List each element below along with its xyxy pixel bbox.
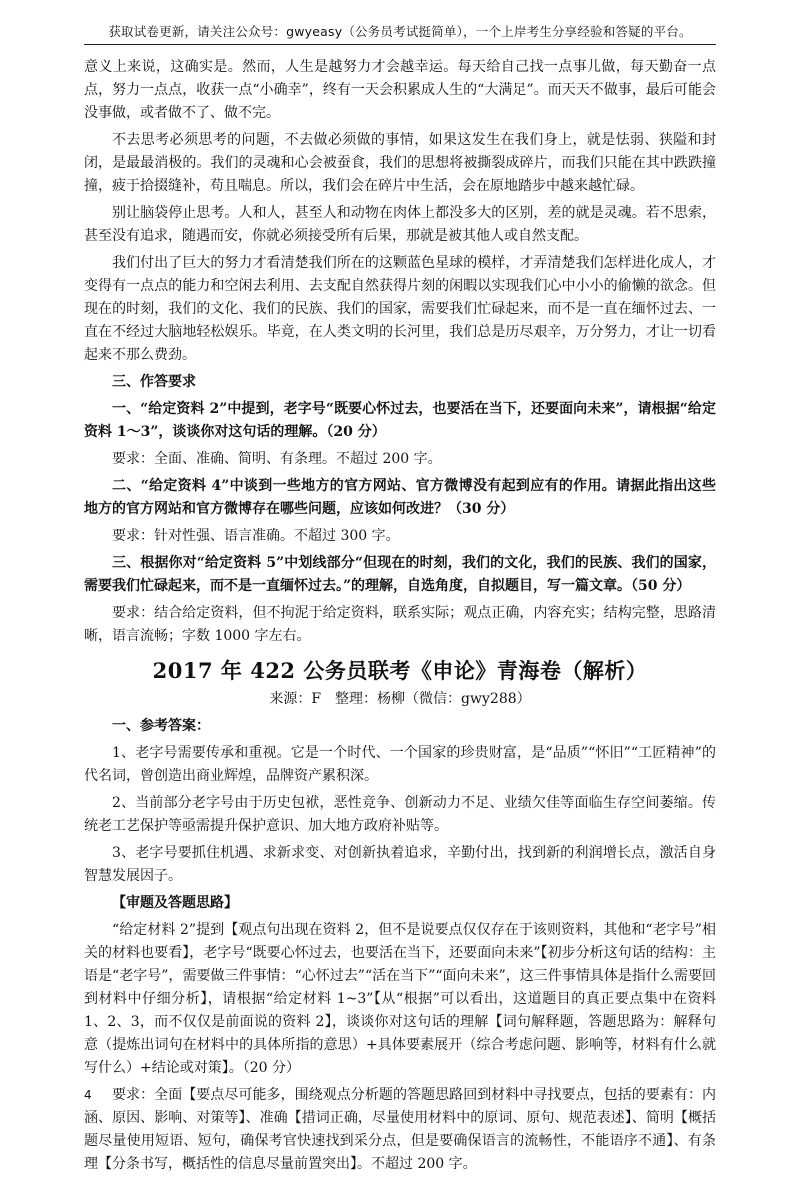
question-1-requirement: 要求：全面、准确、简明、有条理。不超过 200 字。: [112, 451, 442, 467]
page-header: [0, 0, 800, 46]
material-paragraph: 我们付出了巨大的努力才看清楚我们所在的这颗蓝色星球的模样，才弄清楚我们怎样进化成人，才变得有一点点的能力和空闲去利用、去支配自然获得片刻的闲暇以实现我们心中小小的偷懒的欲念。但现在的时刻，我们的文化、我们的民族、我们的国家，需要我们忙碌起来，而不是一直在缅怀过去、一直在不经过大脑地轻松娱乐。毕竟，在人类文明的长河里，我们总是历尽艰辛，万分努力，才让一切看起来不那么费劲。: [84, 255, 716, 363]
material-paragraph: 别让脑袋停止思考。人和人，甚至人和动物在肉体上都没多大的区别，差的就是灵魂。若不思索，甚至没有追求，随遇而安，你就必须接受所有后果，那就是被其他人或自然支配。: [84, 205, 716, 244]
thinking-paragraph: “给定材料 2”提到【观点句出现在资料 2，但不是说要点仅仅存在于该则资料，其他和“老字号”相关的材料也要看】，老字号“既要心怀过去，也要活在当下，还要面向未来”【初步分析这句话的结构：主语是“老字号”，需要做三件事情：“心怀过去”“活在当下”“面向未来”，这三件事情具体是指什么需要回到材料中仔细分析】，请根据“给定材料 1~3”【从“根据”可以看出，这道题目的真正要点集中在资料 1、2、3，而不仅仅是前面说的资料 2】，谈谈你对这句话的理解【词句解释题，答题思路为：解释句意（提炼出词句在材料中的具体所指的意思）+具体要素展开（综合考虑问题、影响等，材料有什么就写什么）+结论或对策】。（20 分）: [84, 922, 716, 1076]
answer-1: 1、老字号需要传承和重视。它是一个时代、一个国家的珍贵财富，是“品质”“怀旧”“工匠精神”的代名词，曾创造出商业辉煌，品牌资产累积深。: [84, 745, 716, 784]
page-content: [84, 56, 716, 1180]
question-1: 一、“给定资料 2”中提到，老字号“既要心怀过去，也要活在当下，还要面向未来”，请根据“给定资料 1～3”，谈谈你对这句话的理解。（20 分）: [84, 401, 716, 440]
material-paragraph: 意义上来说，这确实是。然而，人生是越努力才会越幸运。每天给自己找一点事儿做，每天勤奋一点点，努力一点点，收获一点“小确幸”，终有一天会积累成人生的“大满足”。而天天不做事，最后可能会没事做，或者做不了、做不完。: [84, 59, 716, 121]
question-3: 三、根据你对“给定资料 5”中划线部分“但现在的时刻，我们的文化，我们的民族、我们的国家，需要我们忙碌起来，而不是一直缅怀过去。”的理解，自选角度，自拟题目，写一篇文章。（50 分）: [84, 555, 716, 594]
analysis-source: 来源：F 整理：杨柳（微信：gwy288）: [269, 691, 531, 707]
section-heading-thinking: 【审题及答题思路】: [112, 895, 238, 911]
page-number: 4: [84, 1088, 92, 1102]
header-notice: 获取试卷更新，请关注公众号：gwyeasy（公务员考试挺简单），一个上岸考生分享经验和答疑的平台。: [108, 24, 692, 39]
material-paragraph: 不去思考必须思考的问题，不去做必须做的事情，如果这发生在我们身上，就是怯弱、狭隘和封闭，是最最消极的。我们的灵魂和心会被蚕食，我们的思想将被撕裂成碎片，而我们只能在其中跌跌撞撞，疲于拾掇缝补，苟且喘息。所以，我们会在碎片中生活，会在原地踏步中越来越忙碌。: [84, 132, 716, 194]
analysis-title: 2017 年 422 公务员联考《申论》青海卷（解析）: [152, 658, 648, 683]
answer-3: 3、老字号要抓住机遇、求新求变、对创新执着追求，辛勤付出，找到新的利润增长点，激活自身智慧发展因子。: [84, 845, 716, 884]
section-heading-answers: 一、参考答案：: [112, 718, 210, 734]
section-heading-requirements: 三、作答要求: [112, 374, 196, 390]
question-2-requirement: 要求：针对性强、语言准确。不超过 300 字。: [112, 528, 400, 544]
answer-2: 2、当前部分老字号由于历史包袱，恶性竞争、创新动力不足、业绩欠佳等面临生存空间萎缩。传统老工艺保护等亟需提升保护意识、加大地方政府补贴等。: [84, 795, 716, 834]
header-divider: [84, 44, 716, 45]
question-2: 二、“给定资料 4”中谈到一些地方的官方网站、官方微博没有起到应有的作用。请据此指出这些地方的官方网站和官方微博存在哪些问题，应该如何改进？（30 分）: [84, 478, 716, 517]
question-3-requirement: 要求：结合给定资料，但不拘泥于给定资料，联系实际；观点正确，内容充实；结构完整，思路清晰，语言流畅；字数 1000 字左右。: [84, 605, 716, 644]
thinking-paragraph: 要求：全面【要点尽可能多，围绕观点分析题的答题思路回到材料中寻找要点，包括的要素有：内涵、原因、影响、对策等】、准确【措词正确，尽量使用材料中的原词、原句、规范表述】、简明【概括题尽量使用短语、短句，确保考官快速找到采分点，但是要确保语言的流畅性，不能语序不通】、有条理【分条书写，概括性的信息尽量前置突出】。不超过 200 字。: [84, 1087, 716, 1172]
